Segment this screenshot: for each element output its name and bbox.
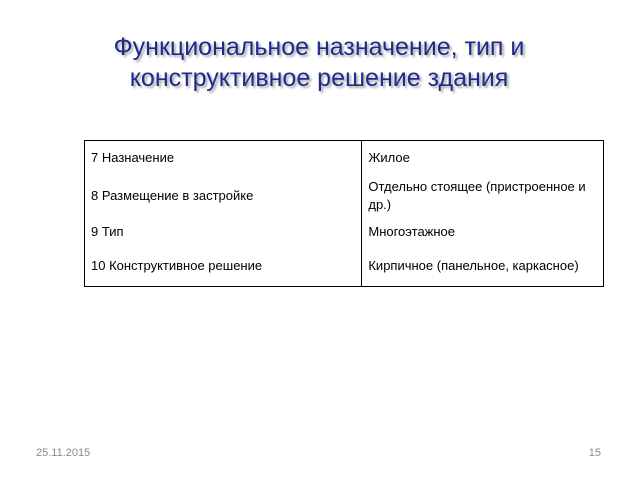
row-label: 7 Назначение (85, 141, 362, 175)
row-value: Отдельно стоящее (пристроенное и др.) (368, 178, 586, 212)
row-value: Жилое (368, 149, 410, 165)
table-row (85, 217, 604, 247)
row-label: 8 Размещение в застройке (85, 175, 362, 217)
slide-title (0, 32, 638, 94)
table-row (85, 247, 604, 287)
row-label: 10 Конструктивное решение (85, 247, 362, 287)
row-value: Многоэтажное (368, 223, 456, 239)
table-row (85, 141, 604, 175)
row-value: Кирпичное (панельное, каркасное) (368, 258, 579, 274)
building-info-table (84, 140, 604, 287)
slide-title-line-1: Функциональное назначение, тип и (113, 33, 525, 61)
row-label: 9 Тип (85, 217, 362, 247)
footer-date: 25.11.2015 (36, 447, 91, 459)
table-row (85, 175, 604, 217)
page-number: 15 (588, 447, 601, 459)
slide-title-line-2: конструктивное решение здания (129, 64, 509, 92)
